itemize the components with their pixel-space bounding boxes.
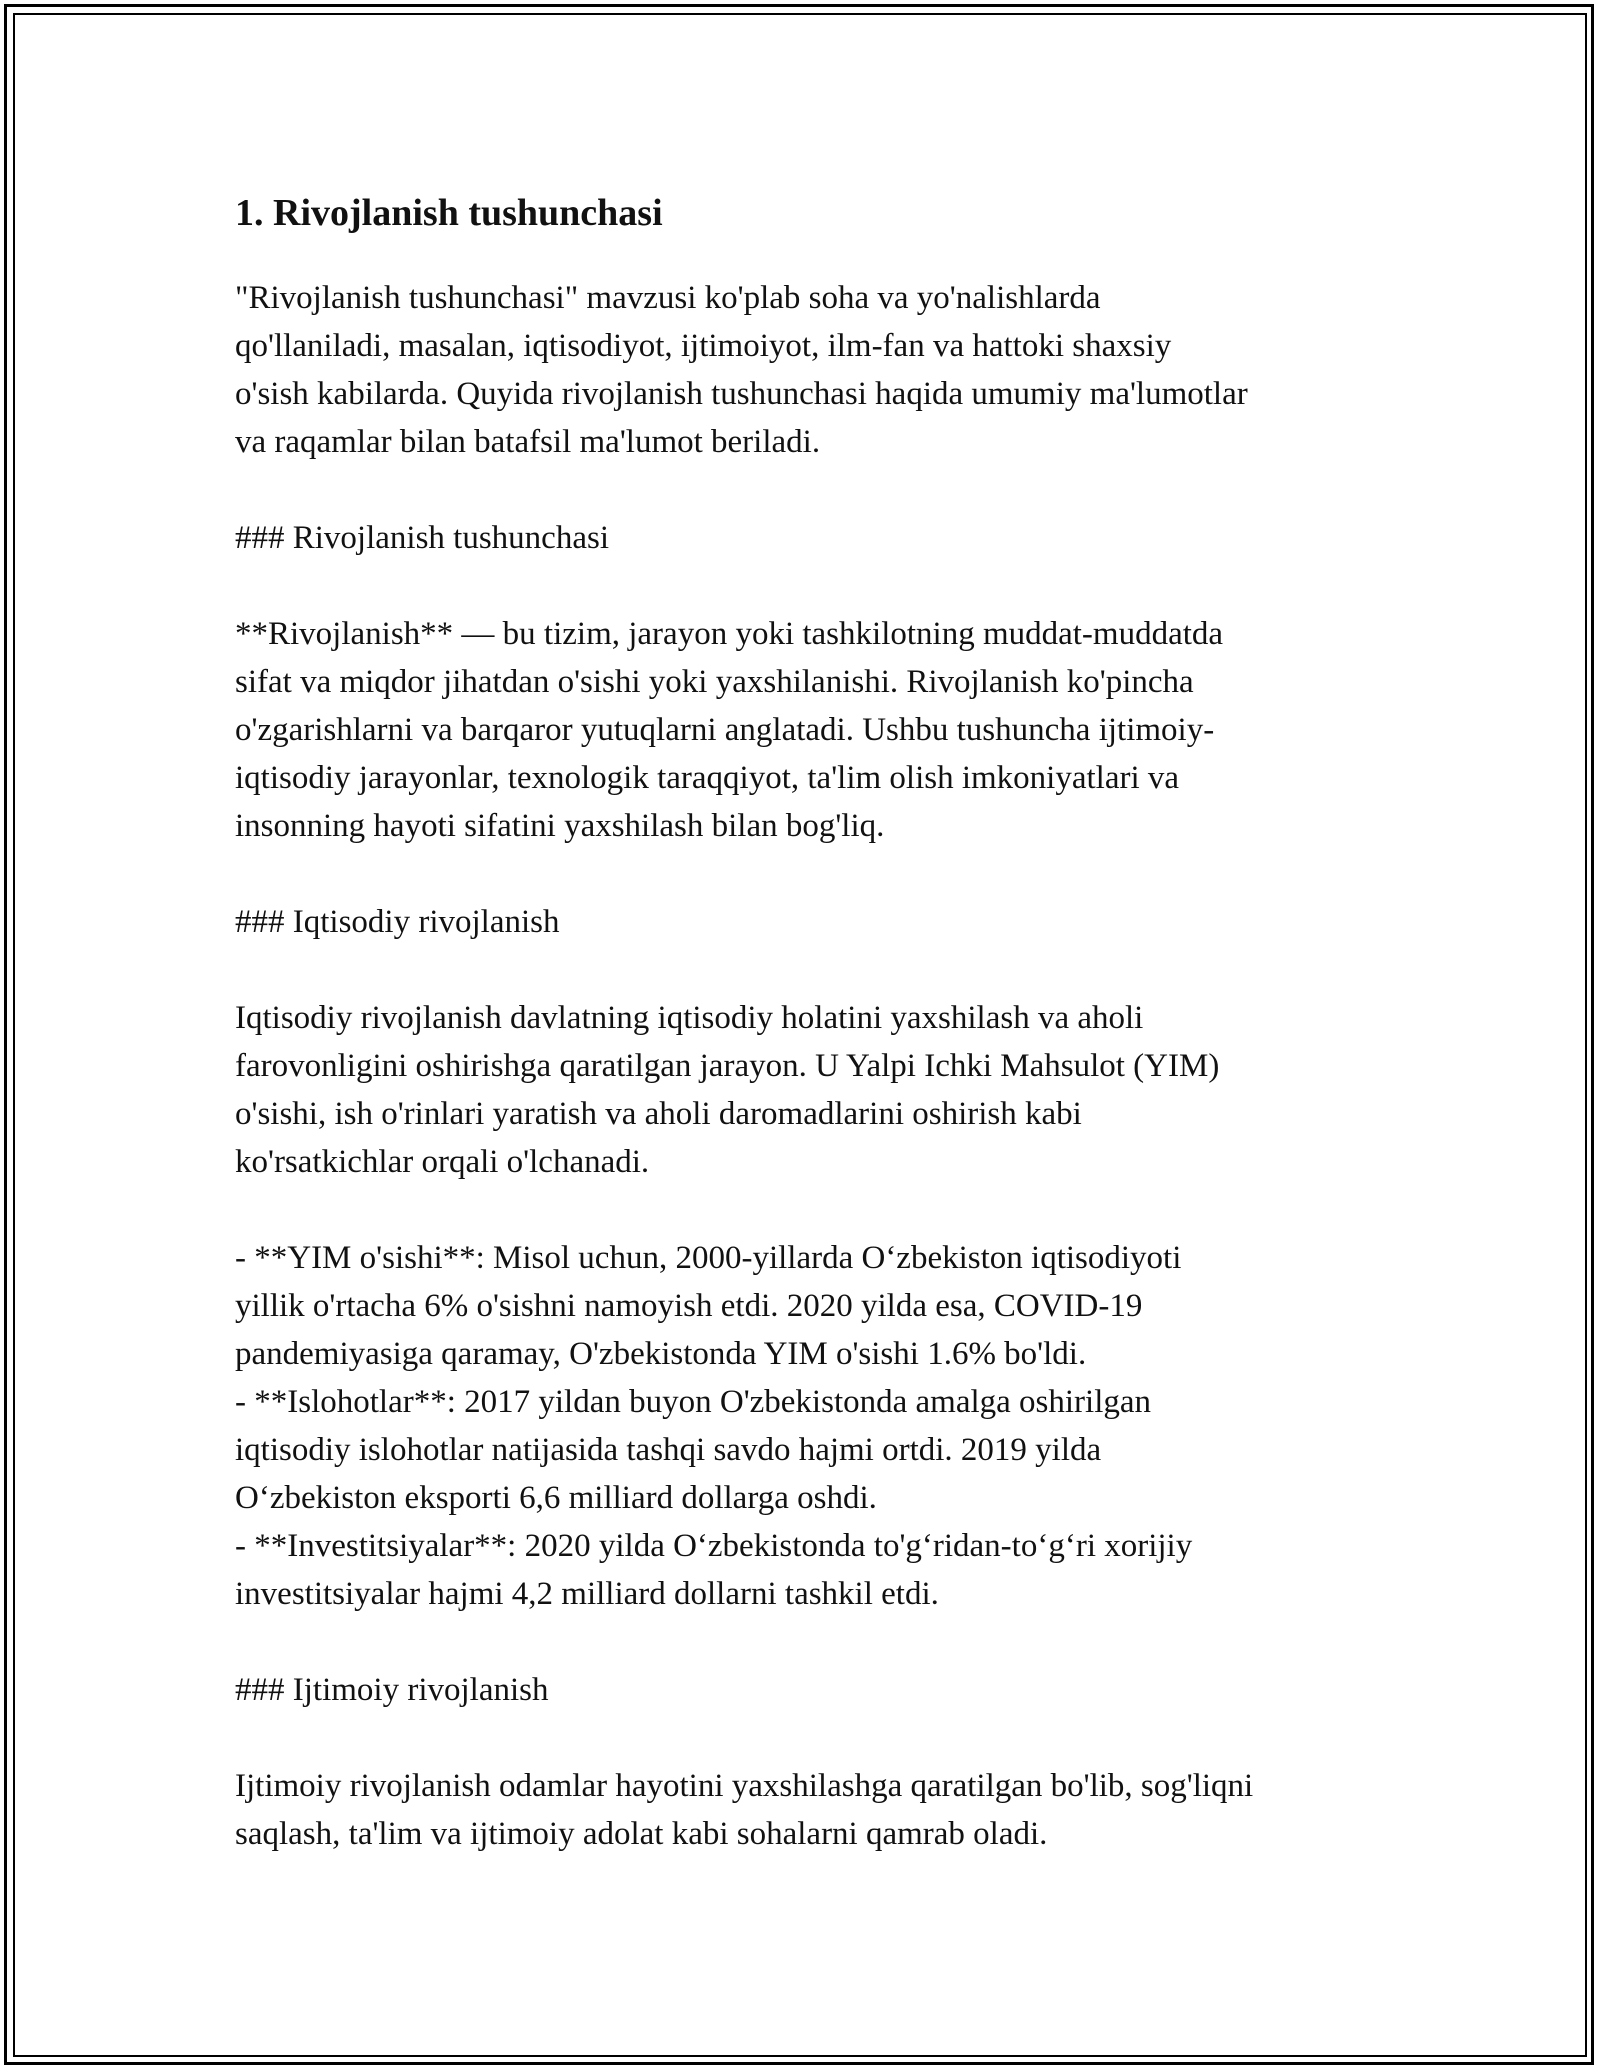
block-spacer: [235, 1714, 1380, 1762]
block-spacer: [235, 850, 1380, 898]
page-title: 1. Rivojlanish tushunchasi: [235, 192, 663, 234]
body-paragraph: Iqtisodiy rivojlanish davlatning iqtisodiy holatini yaxshilash va aholi farovonligini oshirishga qaratilgan jarayon. U Yalpi Ichki Mahsulot (YIM) o'sishi, ish o'rinlari yaratish va aholi daromadlarini oshirish kabi ko'rsatkichlar orqali o'lchanadi.: [235, 1000, 1220, 1180]
body-paragraph: Ijtimoiy rivojlanish odamlar hayotini yaxshilashga qaratilgan bo'lib, sog'liqni saqlash, ta'lim va ijtimoiy adolat kabi sohalarni qamrab oladi.: [235, 1768, 1254, 1852]
document-body: [235, 180, 1380, 1858]
block-spacer: [235, 466, 1380, 514]
block-spacer: [235, 562, 1380, 610]
body-paragraph: "Rivojlanish tushunchasi" mavzusi ko'plab soha va yo'nalishlarda qo'llaniladi, masalan, iqtisodiyot, ijtimoiyot, ilm-fan va hattoki shaxsiy o'sish kabilarda. Quyida rivojlanish tushunchasi haqida umumiy ma'lumotlar va raqamlar bilan batafsil ma'lumot beriladi.: [235, 280, 1248, 460]
body-paragraph: **Rivojlanish** — bu tizim, jarayon yoki tashkilotning muddat-muddatda sifat va miqdor jihatdan o'sishi yoki yaxshilanishi. Rivojlanish ko'pincha o'zgarishlarni va barqaror yutuqlarni anglatadi. Ushbu tushuncha ijtimoiy- iqtisodiy jarayonlar, texnologik taraqqiyot, ta'lim olish imkoniyatlari va insonning hayoti sifatini yaxshilash bilan bog'liq.: [235, 616, 1224, 844]
section-heading: ### Iqtisodiy rivojlanish: [235, 904, 560, 940]
block-spacer: [235, 946, 1380, 994]
section-heading: ### Rivojlanish tushunchasi: [235, 520, 609, 556]
document-blocks: [235, 274, 1380, 1858]
block-spacer: [235, 1186, 1380, 1234]
section-heading: ### Ijtimoiy rivojlanish: [235, 1672, 549, 1708]
block-spacer: [235, 1618, 1380, 1666]
bullet-list: - **YIM o'sishi**: Misol uchun, 2000-yillarda O‘zbekiston iqtisodiyoti yillik o'rtacha 6% o'sishni namoyish etdi. 2020 yilda esa, COVID-19 pandemiyasiga qaramay, O'zbekistonda YIM o'sishi 1.6% bo'ldi. - **Islohotlar**: 2017 yildan buyon O'zbekistonda amalga oshirilgan iqtisodiy islohotlar natijasida tashqi savdo hajmi ortdi. 2019 yilda O‘zbekiston eksporti 6,6 milliard dollarga oshdi. - **Investitsiyalar**: 2020 yilda O‘zbekistonda to'g‘ridan-to‘g‘ri xorijiy investitsiyalar hajmi 4,2 milliard dollarni tashkil etdi.: [235, 1240, 1193, 1612]
